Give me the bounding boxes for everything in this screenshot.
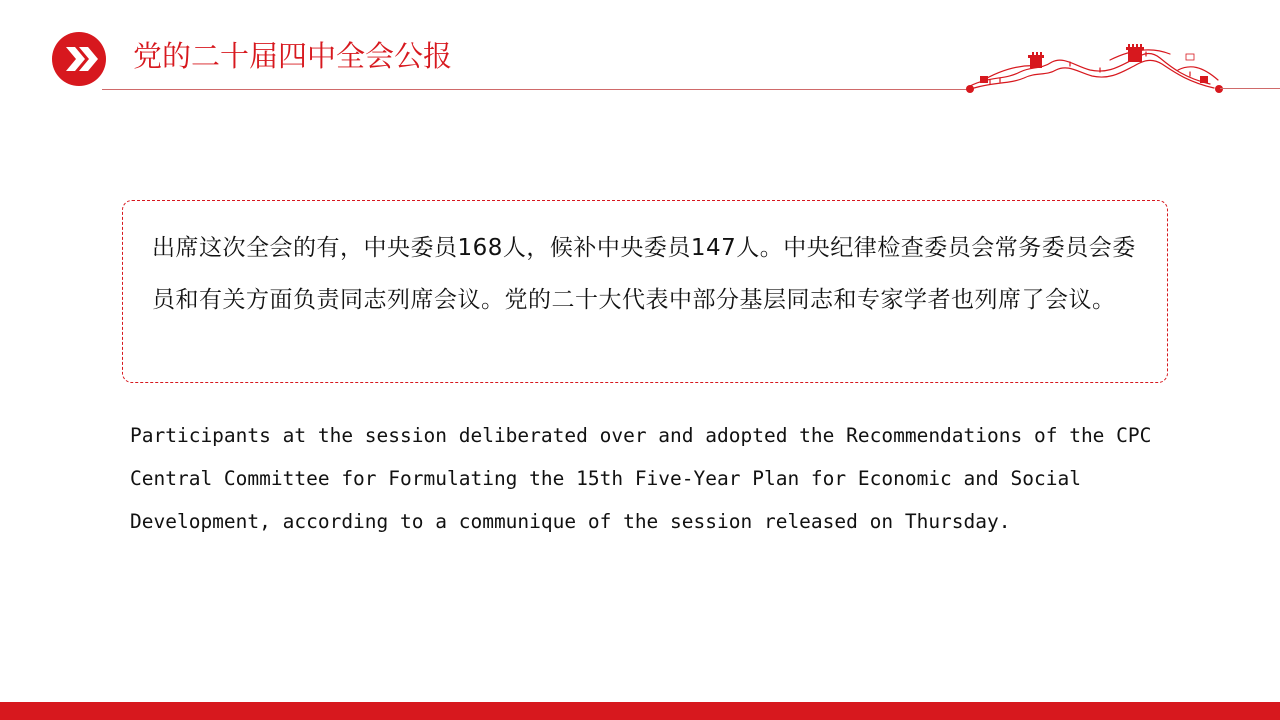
- page-title: 党的二十届四中全会公报: [133, 39, 453, 73]
- double-chevron-icon: [52, 32, 106, 86]
- english-paragraph: Participants at the session deliberated over and adopted the Recommendations of the CPC Central Committee for Formulating the 15th Five-Year Plan for Economic and Social Development, according to a communique of the session released on Thursday.: [130, 424, 1152, 533]
- chinese-paragraph: 出席这次全会的有，中央委员168人，候补中央委员147人。中央纪律检查委员会常务委员会委员和有关方面负责同志列席会议。党的二十大代表中部分基层同志和专家学者也列席了会议。: [152, 235, 1136, 313]
- header-divider: [102, 89, 970, 90]
- footer-bar: [0, 702, 1280, 720]
- great-wall-icon: [960, 40, 1230, 96]
